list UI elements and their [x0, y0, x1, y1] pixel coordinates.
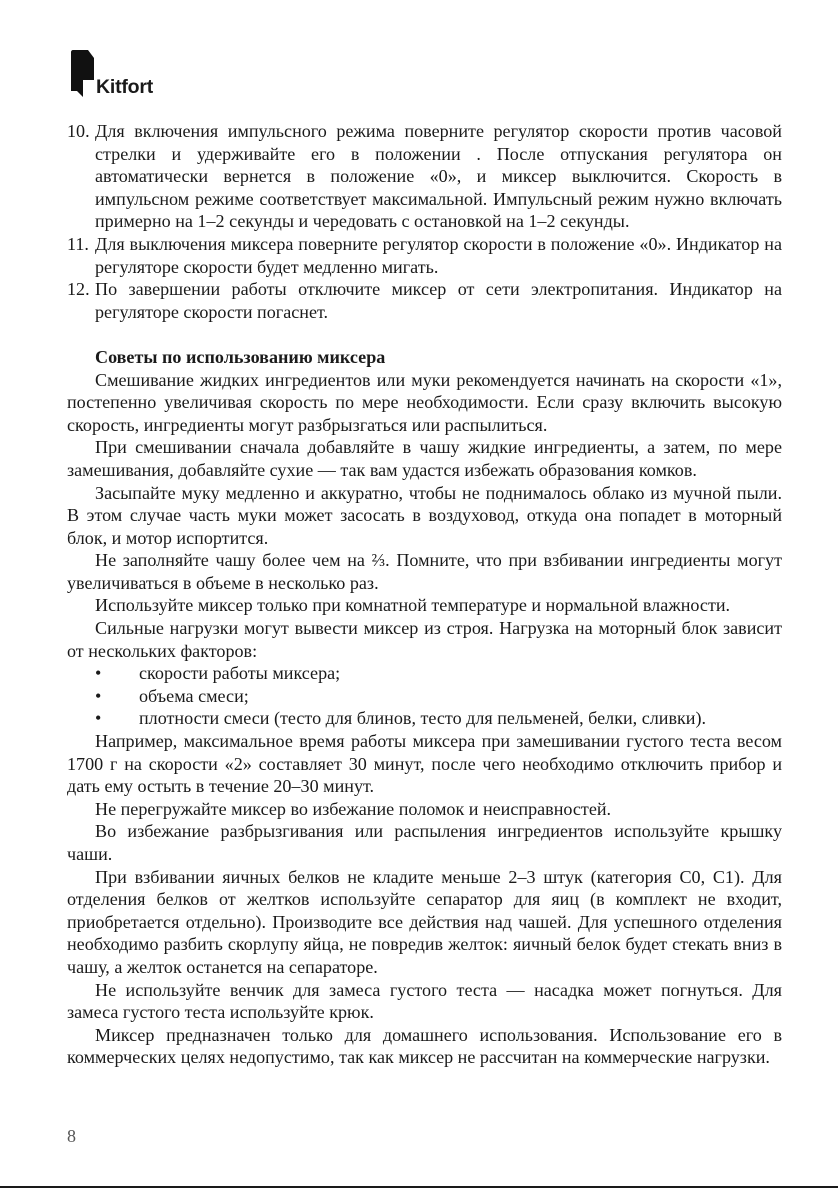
paragraph: Миксер предназначен только для домашнего использования. Использование его в коммерческих целях недопустимо, так как миксер не рассчитан на коммерческие нагрузки. — [67, 1024, 782, 1068]
instruction-text: По завершении работы отключите миксер от сети электропитания. Индикатор на регуляторе скорости погаснет. — [95, 279, 782, 322]
page-number: 8 — [67, 1126, 76, 1146]
paragraph: Смешивание жидких ингредиентов или муки рекомендуется начинать на скорости «1», постепенно увеличивая скорость по мере необходимости. Если сразу включить высокую скорость, ингредиенты могут разбрызгаться или распылиться. — [67, 369, 782, 435]
page-body — [67, 120, 782, 1069]
instruction-text: Для выключения миксера поверните регулятор скорости в положение «0». Индикатор на регуляторе скорости будет медленно мигать. — [95, 233, 782, 277]
bullet-item — [67, 662, 782, 685]
instruction-number: 11. — [67, 233, 89, 254]
paragraph: Сильные нагрузки могут вывести миксер из строя. Нагрузка на моторный блок зависит от нескольких факторов: — [67, 618, 782, 661]
bullet-text: скорости работы миксера; — [139, 663, 341, 684]
instruction-item — [67, 120, 782, 233]
bullet-marker: • — [95, 663, 102, 684]
paragraph: Не используйте венчик для замеса густого теста — насадка может погнуться. Для замеса густого теста используйте крюк. — [67, 979, 782, 1023]
logo-wordmark: Kitfort — [96, 76, 154, 98]
bullet-text: объема смеси; — [139, 685, 249, 706]
paragraph: При смешивании сначала добавляйте в чашу жидкие ингредиенты, а затем, по мере замешивания, добавляйте сухие — так вам удастся избежать образования комков. — [67, 437, 782, 480]
instruction-number: 12. — [67, 279, 90, 300]
instruction-text: Для включения импульсного режима поверните регулятор скорости против часовой стрелки и удерживайте его в положении . После отпускания регулятора он автоматически вернется в положение «0», и миксер выключится. Скорость в импульсном режиме соответствует максимальной. Импульсный режим нужно включать примерно на 1–2 секунды и чередовать с остановкой на 1–2 секунды. — [95, 121, 782, 232]
kitfort-logo-icon — [67, 50, 95, 98]
bullet-text: плотности смеси (тесто для блинов, тесто для пельменей, белки, сливки). — [139, 708, 707, 729]
bullet-item — [67, 685, 782, 708]
paragraph: Не заполняйте чашу более чем на ⅔. Помните, что при взбивании ингредиенты могут увеличиваться в объеме в несколько раз. — [67, 550, 782, 593]
instruction-item — [67, 233, 782, 278]
paragraph: При взбивании яичных белков не кладите меньше 2–3 штук (категория С0, С1). Для отделения белков от желтков используйте сепаратор для яиц (в комплект не входит, приобретается отдельно). Производите все действия над чашей. Для успешного отделения необходимо разбить скорлупу яйца, не повредив желток: яичный белок будет стекать вниз в чашу, а желток останется на сепараторе. — [67, 866, 782, 977]
bullet-item — [67, 707, 782, 730]
paragraph: Не перегружайте миксер во избежание поломок и неисправностей. — [95, 798, 612, 819]
bullet-marker: • — [95, 708, 102, 729]
paragraph: Например, максимальное время работы миксера при замешивании густого теста весом 1700 г на скорости «2» составляет 30 минут, после чего необходимо отключить прибор и дать ему остыть в течение 20–30 минут. — [67, 731, 782, 797]
instruction-item — [67, 278, 782, 323]
bullet-marker: • — [95, 685, 102, 706]
section-heading: Советы по использованию миксера — [95, 346, 386, 367]
paragraph: Используйте миксер только при комнатной температуре и нормальной влажности. — [95, 595, 731, 616]
instruction-number: 10. — [67, 121, 90, 141]
paragraph: Во избежание разбрызгивания или распыления ингредиентов используйте крышку чаши. — [67, 821, 782, 864]
paragraph: Засыпайте муку медленно и аккуратно, чтобы не поднималось облако из мучной пыли. В этом случае часть муки может засосать в воздуховод, откуда она попадет в моторный блок, и мотор испортится. — [67, 482, 782, 548]
